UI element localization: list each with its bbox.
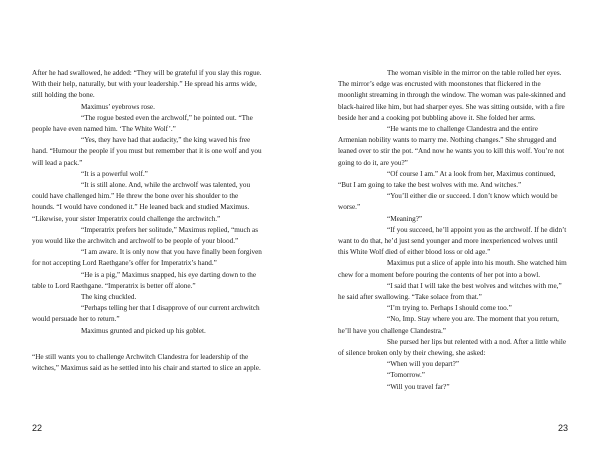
paragraph: “Meaning?” <box>387 214 423 223</box>
paragraph: “When will you depart?” <box>387 360 460 369</box>
paragraph: She pursed her lips but relented with a nod. After a little while of silence broken only by their chewing, she asked: <box>338 337 567 358</box>
paragraph: “He still wants you to challenge Archwitch Clandestra for leadership of the witches,” Maximus said as he settled into his chair and started to slice an apple. <box>32 352 261 373</box>
paragraph: Maximus grunted and picked up his goblet. <box>81 326 206 335</box>
paragraph: “Perhaps telling her that I disapprove of our current archwitch would persuade her to return.” <box>32 304 260 324</box>
paragraph: “If you succeed, he’ll appoint you as the archwolf. If he didn’t want to do that, he’d just send younger and more inexperienced wolves until this White Wolf died of either blood loss or old age.” <box>338 225 567 257</box>
paragraph: The king chuckled. <box>81 293 137 302</box>
paragraph: “Yes, they have had that audacity,” the king waved his free hand. “Humour the people if you must but remember that it is one wolf and you will lead a pack.” <box>32 136 262 167</box>
paragraph: “It is a powerful wolf.” <box>81 169 148 178</box>
paragraph: The woman visible in the mirror on the table rolled her eyes. The mirror’s edge was encrusted with moonstones that flickered in the moonlight streaming in through the window. The woman was pale-skinned and black-haired like him, but had sharper eyes. She was sitting outside, with a fire beside her and a cooking pot bubbling above it. She folded her arms. <box>338 69 566 122</box>
paragraph: “No, Imp. Stay where you are. The moment that you return, he’ll have you challenge Clandestra.” <box>338 315 559 335</box>
paragraph: “Of course I am.” At a look from her, Maximus continued, “But I am going to take the best wolves with me. And witches.” <box>338 169 556 190</box>
paragraph: “It is still alone. And, while the archwolf was talented, you could have challenged him.” He threw the bone over his shoulder to the hounds. “I would have condoned it.” He leaned back and studied Maximus. “Likewise, your sister Imperatrix could challenge the archwitch.” <box>32 181 251 223</box>
paragraph: “The rogue bested even the archwolf,” he pointed out. “The people have even named him. ‘The White Wolf’.” <box>32 113 253 134</box>
right-page <box>300 0 600 463</box>
left-page-text <box>32 68 262 374</box>
paragraph: “He wants me to challenge Clandestra and the entire Armenian nobility wants to marry me. Nothing changes.” She shrugged and leaned over to stir the pot. “And now he wants you to kill this wolf. You’re not going to do it, are you?” <box>338 125 565 167</box>
left-page-number: 22 <box>32 423 43 433</box>
right-page-text <box>338 68 568 393</box>
paragraph: “You’ll either die or succeed. I don’t know which would be worse.” <box>338 192 558 212</box>
paragraph: “Tomorrow.” <box>387 371 425 380</box>
paragraph: “I’m trying to. Perhaps I should come too.” <box>387 304 512 313</box>
paragraph: “Will you travel far?” <box>387 382 450 391</box>
paragraph: After he had swallowed, he added: “They will be grateful if you slay this rogue. With their help, naturally, but with your leadership.” He spread his arms wide, still holding the bone. <box>32 69 262 100</box>
paragraph: “I am aware. It is only now that you have finally been forgiven for not accepting Lord Raethgane’s offer for Imperatrix’s hand.” <box>32 248 262 268</box>
paragraph: Maximus put a slice of apple into his mouth. She watched him chew for a moment before pouring the contents of her pot into a bowl. <box>338 259 567 279</box>
paragraph: “Imperatrix prefers her solitude,” Maximus replied, “much as you would like the archwitch and archwolf to be people of your blood.” <box>32 225 259 246</box>
right-page-number: 23 <box>558 423 569 433</box>
paragraph: Maximus’ eyebrows rose. <box>81 102 155 111</box>
paragraph: “He is a pig,” Maximus snapped, his eye darting down to the table to Lord Raethgane. “Imperatrix is better off alone.” <box>32 270 257 290</box>
paragraph: “I said that I will take the best wolves and witches with me,” he said after swallowing. “Take solace from that.” <box>338 281 562 302</box>
